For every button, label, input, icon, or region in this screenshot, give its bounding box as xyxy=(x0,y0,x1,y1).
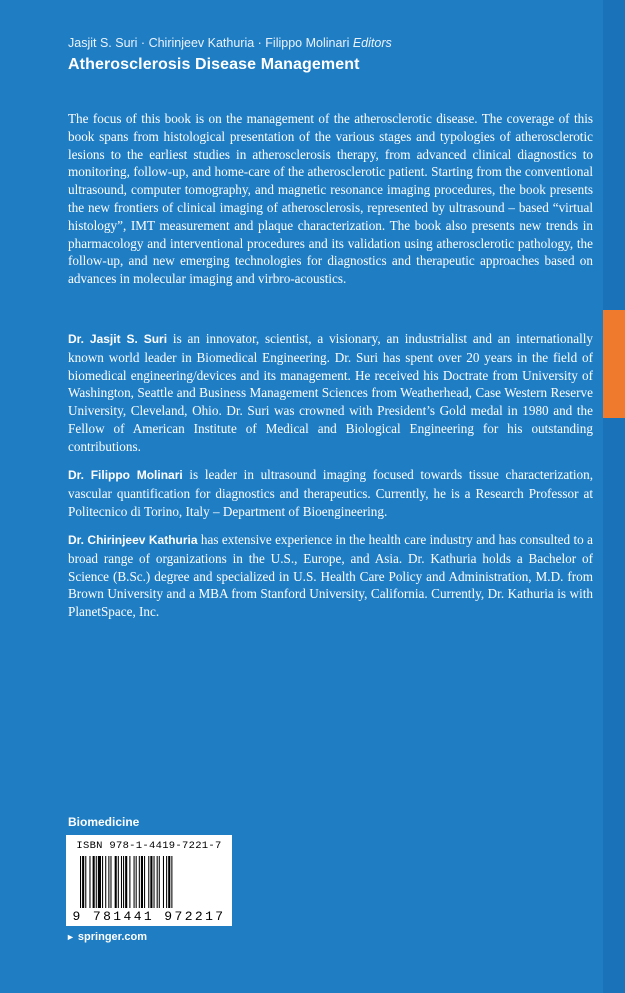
bio-suri xyxy=(68,330,593,456)
barcode-bars xyxy=(80,856,220,908)
barcode-bar xyxy=(148,856,149,908)
bio-suri-name: Dr. Jasjit S. Suri xyxy=(68,332,168,346)
barcode-bar xyxy=(89,856,90,908)
barcode-bar xyxy=(123,856,124,908)
barcode-bar xyxy=(85,856,86,908)
barcode-bar xyxy=(157,856,158,908)
editors-role: Editors xyxy=(352,36,392,50)
barcode-bar xyxy=(102,856,103,908)
website-label: springer.com xyxy=(77,931,147,943)
bio-molinari-name: Dr. Filippo Molinari xyxy=(68,468,183,482)
bio-kathuria-name: Dr. Chirinjeev Kathuria xyxy=(68,533,198,547)
barcode-bar xyxy=(159,856,160,908)
bio-kathuria xyxy=(68,531,593,621)
barcode-bar xyxy=(168,856,170,908)
barcode-bar xyxy=(166,856,167,908)
barcode-bar xyxy=(163,856,164,908)
publisher-website[interactable] xyxy=(66,931,147,943)
editors-line xyxy=(68,36,392,50)
barcode-bar xyxy=(115,856,117,908)
barcode-bar xyxy=(139,856,140,908)
barcode-bar xyxy=(108,856,109,908)
isbn-label: ISBN 978-1-4419-7221-7 xyxy=(76,840,222,852)
barcode-bar xyxy=(118,856,119,908)
barcode-bar xyxy=(136,856,137,908)
barcode-bar xyxy=(134,856,135,908)
subject-category: Biomedicine xyxy=(68,815,140,829)
orange-accent-tab xyxy=(603,310,625,418)
spine-edge xyxy=(603,0,625,993)
barcode-bar xyxy=(129,856,130,908)
barcode-bar xyxy=(150,856,152,908)
barcode-bar xyxy=(144,856,145,908)
barcode-bar xyxy=(141,856,143,908)
barcode-bar xyxy=(110,856,111,908)
barcode-bar xyxy=(121,856,122,908)
barcode-bar xyxy=(96,856,97,908)
barcode-bar xyxy=(93,856,95,908)
bio-molinari-text: is leader in ultrasound imaging focused towards tissue characterization, vascular quantification for diagnostics and therapeutics. Currently, he is a Research Professor at Politecnico di Torino, Italy – Department of Bioengineering. xyxy=(68,467,594,519)
barcode-bar xyxy=(80,856,81,908)
isbn-barcode xyxy=(66,835,232,926)
book-title: Atherosclerosis Disease Management xyxy=(68,56,360,73)
barcode-bar xyxy=(125,856,127,908)
ean-digits: 9 781441 972217 xyxy=(72,909,226,924)
book-description: The focus of this book is on the management of the atherosclerotic disease. The coverage of this book spans from histological presentation of the various stages and typologies of atherosclerotic lesions to the earliest studies in atherosclerosis therapy, from advanced clinical diagnostics to monitoring, follow-up, and home-care of the atherosclerotic patient. Starting from the conventional ultrasound, computer tomography, and magnetic resonance imaging procedures, the book presents the new frontiers of clinical imaging of atherosclerosis, represented by ultrasound – based “virtual histology”, IMT measurement and plaque characterization. The book also presents new trends in pharmacology and interventional procedures and its validation using atherosclerotic pathology, the follow-up, and new emerging technologies for diagnostics and therapeutic approaches based on advances in molecular imaging and virbro-acoustics. xyxy=(68,111,593,287)
barcode-bar xyxy=(171,856,172,908)
barcode-bar xyxy=(82,856,84,908)
bio-suri-text: is an innovator, scientist, a visionary, an industrialist and an internationally known world leader in Biomedical Engineering. Dr. Suri has spent over 20 years in the field of biomedical engineering/devices and its management. He received his Doctrate from University of Washington, Seattle and Business Management Sciences from Weatherhead, Case Western Reserve University, Cleveland, Ohio. Dr. Suri was crowned with President’s Gold medal in 1980 and the Fellow of American Institute of Medical and Biological Engineering for his outstanding contributions. xyxy=(68,331,593,454)
barcode-bar xyxy=(98,856,101,908)
bio-kathuria-text: has extensive experience in the health care industry and has consulted to a broad range of organizations in the U.S., Europe, and Asia. Dr. Kathuria holds a Bachelor of Science (B.Sc.) degree and specialized in U.S. Health Care Policy and Administration, M.D. from Brown University and a MBA from Stanford University, California. Currently, Dr. Kathuria is with PlanetSpace, Inc. xyxy=(68,532,593,620)
arrow-right-icon: ► xyxy=(66,932,75,942)
bio-molinari xyxy=(68,466,593,520)
barcode-bar xyxy=(154,856,155,908)
editor-names: Jasjit S. Suri · Chirinjeev Kathuria · Filippo Molinari xyxy=(68,36,350,50)
barcode-bar xyxy=(105,856,106,908)
